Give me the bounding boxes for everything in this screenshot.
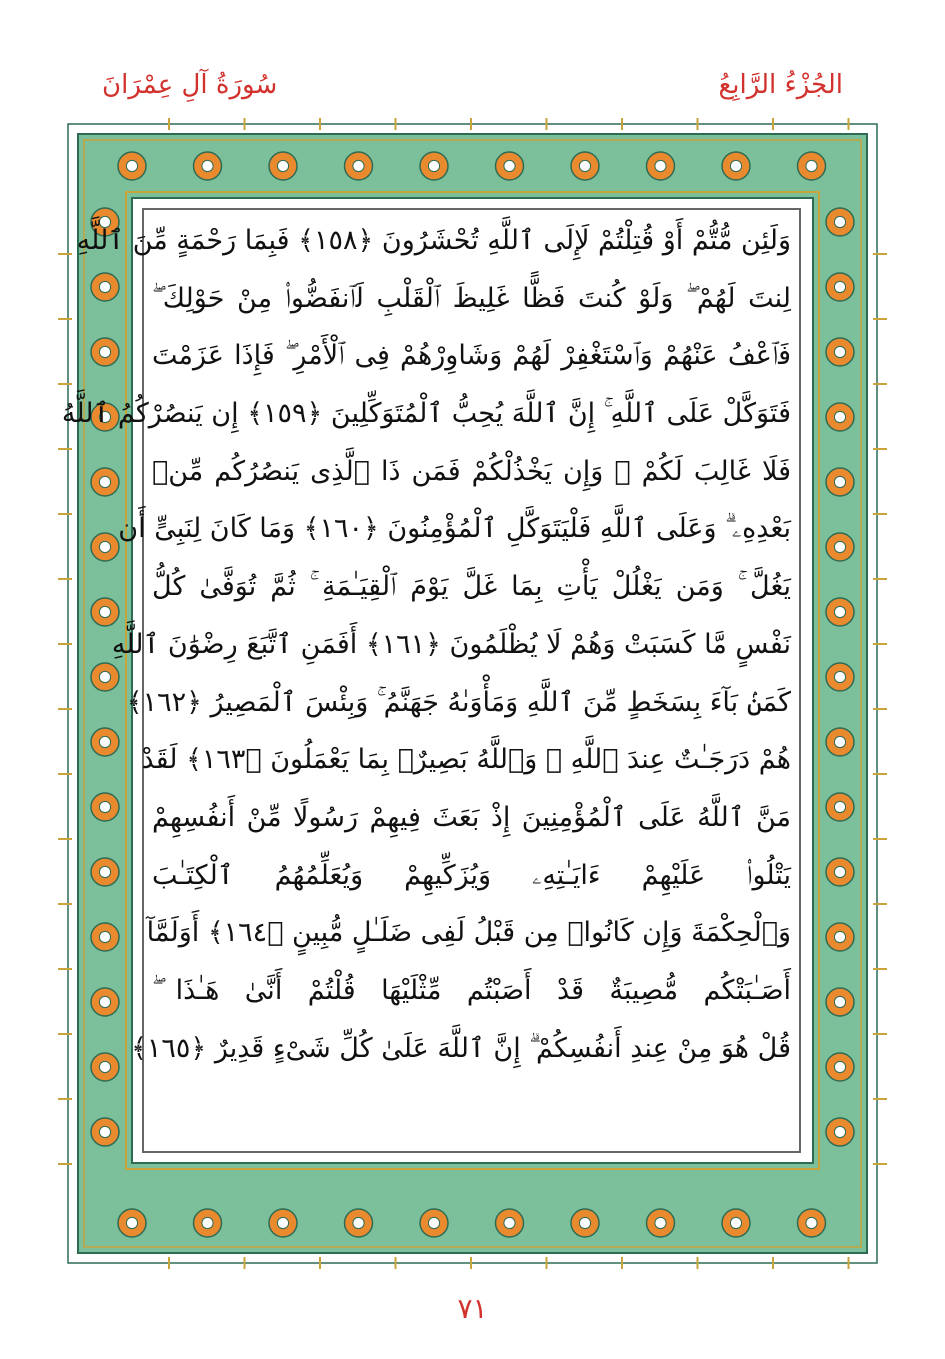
frame-medallion-center [579,160,590,171]
frame-medallion-center [504,160,515,171]
frame-medallion-center [806,1217,817,1228]
frame-medallion-center [834,1126,845,1137]
text-line: هُمْ دَرَجَـٰتٌ عِندَ ٱللَّهِ ۗ وَٱللَّهُ بَصِيرٌۢ بِمَا يَعْمَلُونَ ﴿١٦٣﴾ لَقَدْ [141,744,791,776]
text-line: مَنَّ ٱللَّهُ عَلَى ٱلْمُؤْمِنِينَ إِذْ بَعَثَ فِيهِمْ رَسُولًا مِّنْ أَنفُسِهِمْ [152,801,791,833]
juz-name: الجُزْءُ الرَّابِعُ [718,70,843,100]
frame-medallion-center [99,931,110,942]
frame-medallion-center [834,541,845,552]
frame-medallion-center [428,1217,439,1228]
text-line: نَفْسٍ مَّا كَسَبَتْ وَهُمْ لَا يُظْلَمُونَ ﴿١٦١﴾ أَفَمَنِ ٱتَّبَعَ رِضْوَٰنَ ٱللَّهِ [111,628,791,660]
frame-medallion-center [202,1217,213,1228]
frame-medallion-center [277,160,288,171]
frame-medallion-center [834,1061,845,1072]
frame-medallion-center [202,160,213,171]
frame-medallion-center [834,801,845,812]
text-line: فَلَا غَالِبَ لَكُمْ ۖ وَإِن يَخْذُلْكُمْ فَمَن ذَا ٱلَّذِى يَنصُرُكُم مِّنۢ [152,455,791,487]
frame-medallion-center [428,160,439,171]
text-line: بَعْدِهِۦ ۗ وَعَلَى ٱللَّهِ فَلْيَتَوَكَّلِ ٱلْمُؤْمِنُونَ ﴿١٦٠﴾ وَمَا كَانَ لِنَبِىٍّ أَن [118,513,791,545]
frame-medallion-center [834,866,845,877]
frame-medallion-center [504,1217,515,1228]
frame-medallion-center [126,160,137,171]
frame-medallion-center [834,411,845,422]
frame-medallion-center [99,541,110,552]
frame-medallion-center [99,736,110,747]
text-line: وَلَئِن مُّتُّمْ أَوْ قُتِلْتُمْ لَإِلَى ٱللَّهِ تُحْشَرُونَ ﴿١٥٨﴾ فَبِمَا رَحْمَةٍ مِّنَ ٱللَّهِ [76,225,791,256]
surah-name: سُورَةُ آلِ عِمْرَانَ [102,70,278,100]
text-line: قُلْ هُوَ مِنْ عِندِ أَنفُسِكُمْ ۗ إِنَّ ٱللَّهَ عَلَىٰ كُلِّ شَىْءٍ قَدِيرٌ ﴿١٦٥﴾ [131,1032,791,1064]
frame-medallion-center [99,801,110,812]
text-line: فَتَوَكَّلْ عَلَى ٱللَّهِ ۚ إِنَّ ٱللَّهَ يُحِبُّ ٱلْمُتَوَكِّلِينَ ﴿١٥٩﴾ إِن يَنصُرْكُمُ ٱللَّهُ [61,398,791,430]
text-line: كَمَنۢ بَآءَ بِسَخَطٍ مِّنَ ٱللَّهِ وَمَأْوَىٰهُ جَهَنَّمُ ۚ وَبِئْسَ ٱلْمَصِيرُ ﴿١٦٢﴾ [126,686,791,718]
frame-medallion-center [730,160,741,171]
frame-medallion-center [834,671,845,682]
frame-medallion-center [99,671,110,682]
frame-medallion-center [834,606,845,617]
frame-medallion-center [655,1217,666,1228]
frame-medallion-center [834,216,845,227]
frame-medallion-center [353,160,364,171]
frame-medallion-center [834,281,845,292]
frame-medallion-center [99,996,110,1007]
frame-medallion-center [99,281,110,292]
quran-text [61,212,791,1077]
page-number: ٧١ [457,1292,488,1325]
frame-medallion-center [99,866,110,877]
frame-medallion-center [99,1061,110,1072]
frame-medallion-center [834,346,845,357]
frame-medallion-center [579,1217,590,1228]
frame-medallion-center [834,996,845,1007]
frame-medallion-center [99,476,110,487]
frame-medallion-center [834,736,845,747]
frame-medallion-center [730,1217,741,1228]
text-line: فَٱعْفُ عَنْهُمْ وَٱسْتَغْفِرْ لَهُمْ وَشَاوِرْهُمْ فِى ٱلْأَمْرِ ۖ فَإِذَا عَزَمْتَ [152,340,791,372]
frame-medallion-center [99,606,110,617]
frame-medallion-center [99,346,110,357]
frame-medallion-center [99,1126,110,1137]
frame-medallion-center [126,1217,137,1228]
frame-medallion-center [806,160,817,171]
frame-medallion-center [277,1217,288,1228]
text-line: يَغُلَّ ۚ وَمَن يَغْلُلْ يَأْتِ بِمَا غَلَّ يَوْمَ ٱلْقِيَـٰمَةِ ۚ ثُمَّ تُوَفَّىٰ كُلُّ [152,571,791,603]
text-line: يَتْلُوا۟ عَلَيْهِمْ ءَايَـٰتِهِۦ وَيُزَكِّيهِمْ وَيُعَلِّمُهُمُ ٱلْكِتَـٰبَ [152,859,791,891]
frame-medallion-center [834,476,845,487]
text-line: لِنتَ لَهُمْ ۖ وَلَوْ كُنتَ فَظًّا غَلِيظَ ٱلْقَلْبِ لَٱنفَضُّوا۟ مِنْ حَوْلِكَ ۖ [152,282,791,314]
text-line: أَصَـٰبَتْكُم مُّصِيبَةٌ قَدْ أَصَبْتُم مِّثْلَيْهَا قُلْتُمْ أَنَّىٰ هَـٰذَا ۖ [152,974,791,1006]
frame-medallion-center [834,931,845,942]
frame-medallion-center [353,1217,364,1228]
frame-medallion-center [655,160,666,171]
text-line: وَٱلْحِكْمَةَ وَإِن كَانُوا۟ مِن قَبْلُ لَفِى ضَلَـٰلٍ مُّبِينٍ ﴿١٦٤﴾ أَوَلَمَّآ [146,917,791,949]
